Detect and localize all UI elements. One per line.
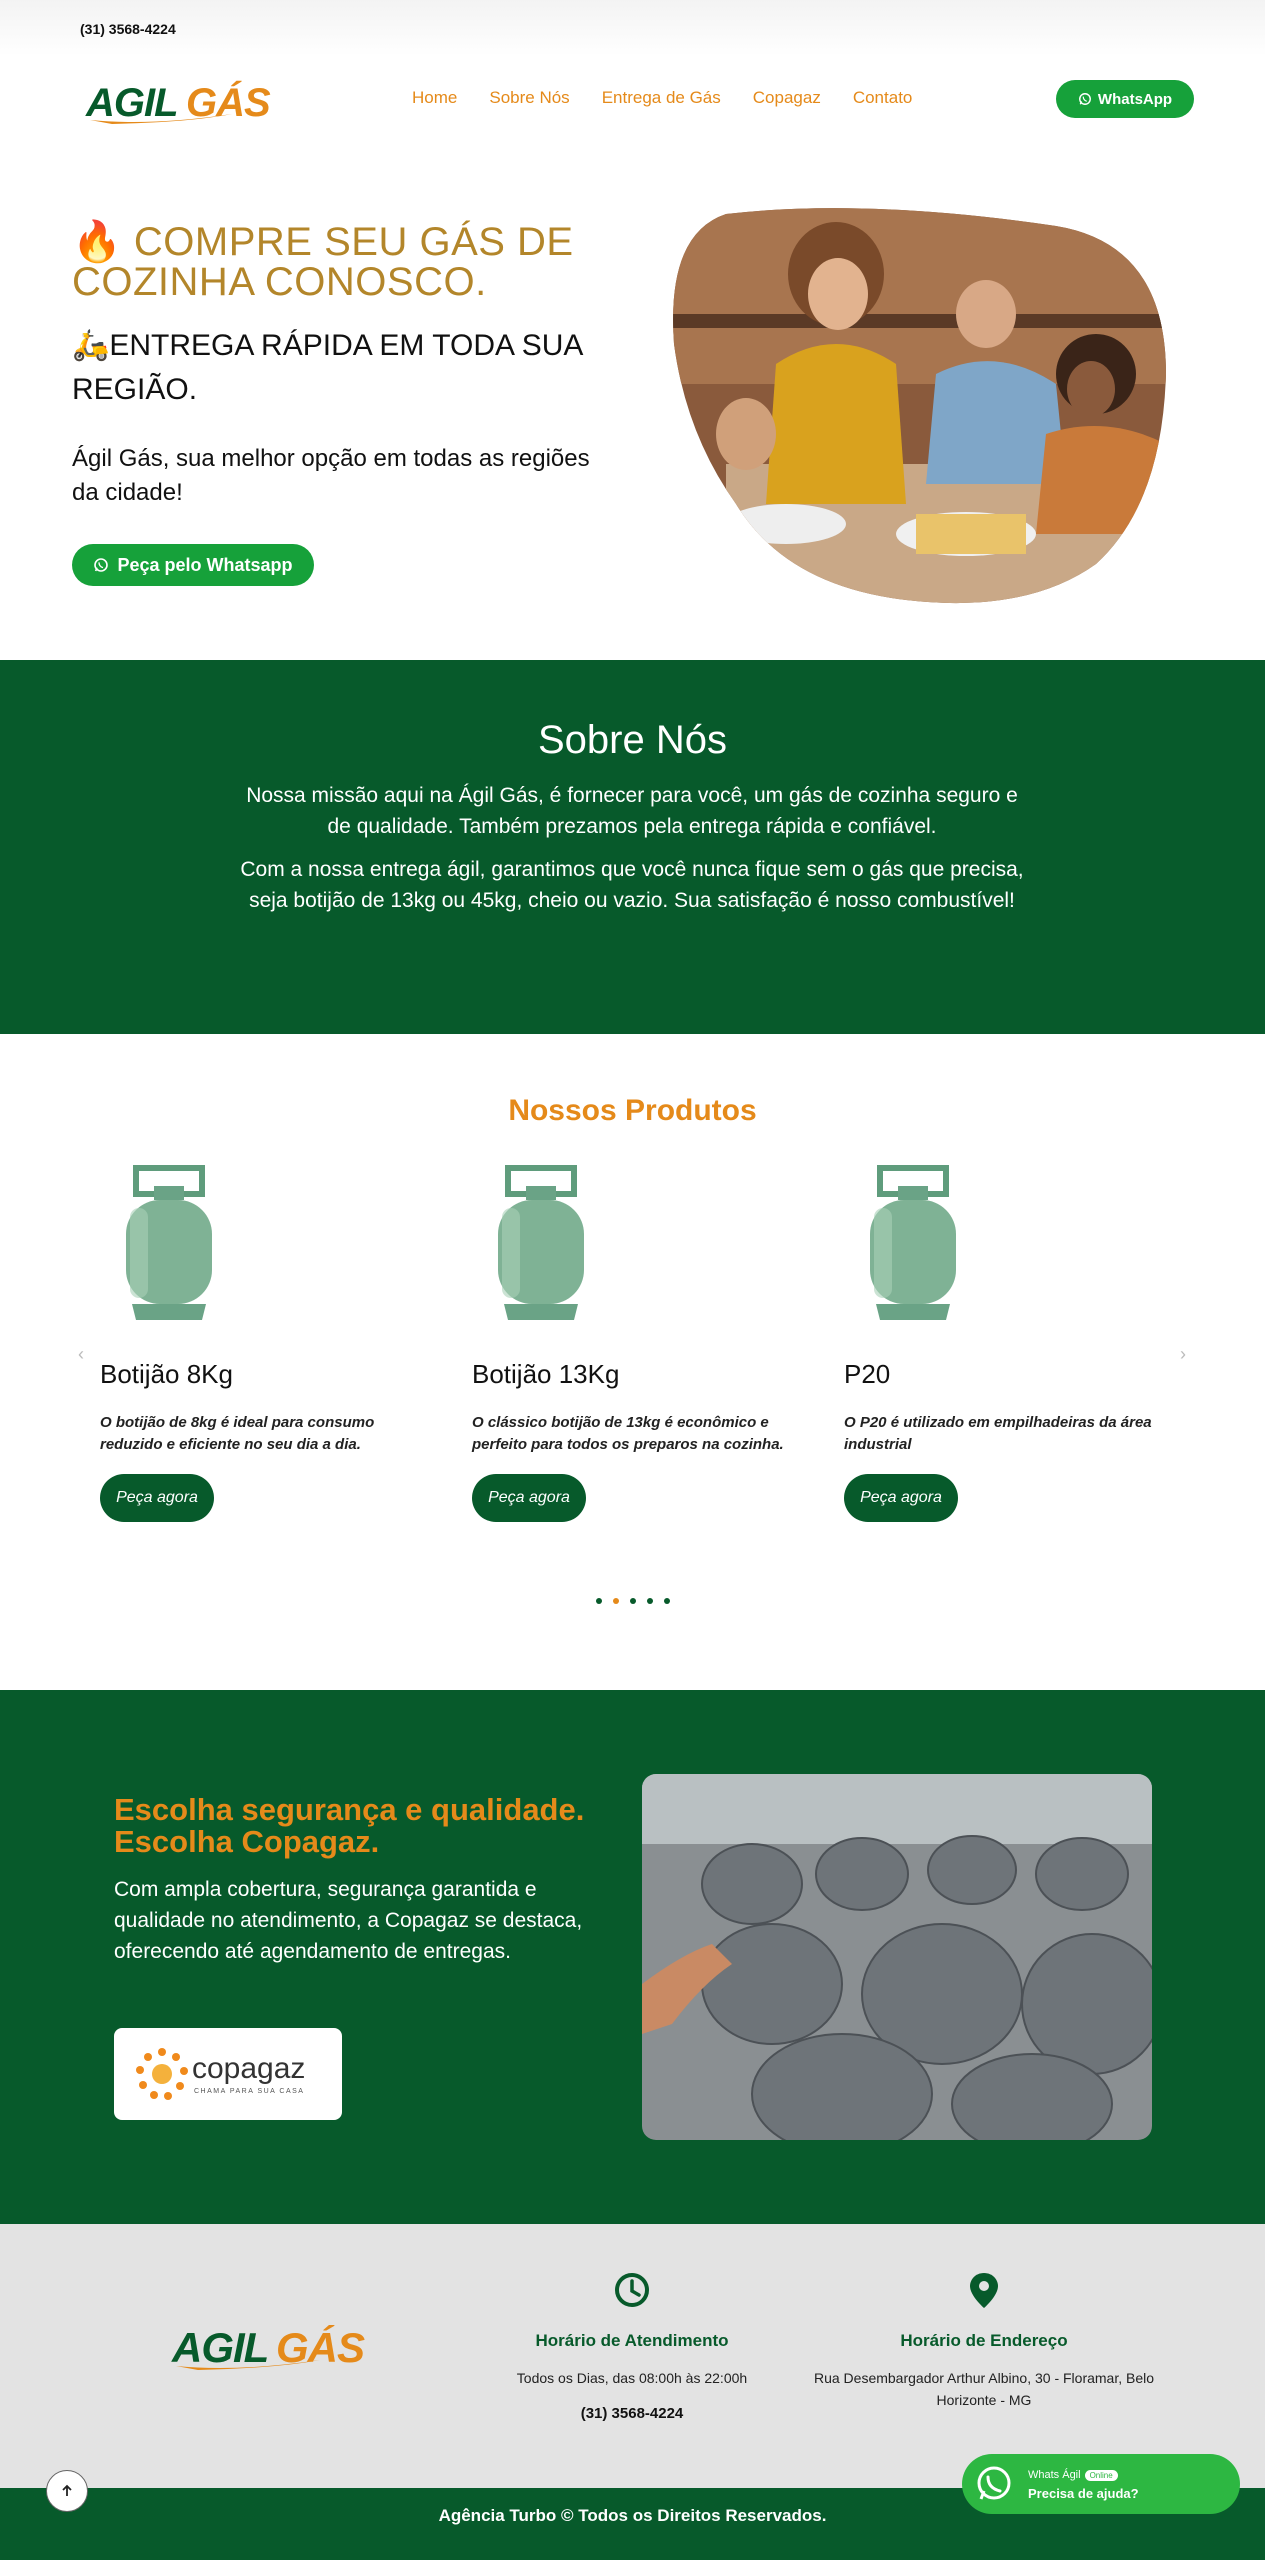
svg-text:AGIL: AGIL	[172, 2324, 269, 2371]
product-card	[844, 1164, 1194, 1522]
nav-sobre-nos[interactable]: Sobre Nós	[489, 88, 570, 107]
online-badge: Online	[1085, 2470, 1118, 2481]
arrow-up-icon	[60, 2484, 74, 2498]
whatsapp-icon	[93, 557, 109, 573]
product-description: O P20 é utilizado em empilhadeiras da área industrial	[844, 1414, 1152, 1453]
product-description: O botijão de 8kg é ideal para consumo reduzido e eficiente no seu dia a dia.	[100, 1414, 375, 1453]
footer-logo[interactable]	[168, 2318, 394, 2378]
product-card	[472, 1164, 822, 1522]
hero-subtitle: 🛵ENTREGA RÁPIDA EM TODA SUA REGIÃO.	[72, 329, 582, 406]
carousel-dots	[596, 1598, 670, 1604]
chat-agent-name	[1028, 2469, 1118, 2481]
nav-entrega-de-gas[interactable]: Entrega de Gás	[601, 88, 721, 107]
product-card	[100, 1164, 450, 1522]
header-whatsapp-button[interactable]	[1056, 80, 1194, 118]
hero-family-photo	[666, 204, 1168, 606]
product-order-button[interactable]: Peça agora	[844, 1474, 958, 1522]
whatsapp-icon	[974, 2464, 1014, 2504]
product-order-button[interactable]: Peça agora	[472, 1474, 586, 1522]
copagaz-text: Com ampla cobertura, segurança garantida e qualidade no atendimento, a Copagaz se destaca, oferecendo até agendamento de entregas.	[114, 1878, 583, 1963]
product-description: O clássico botijão de 13kg é econômico e perfeito para todos os preparos na cozinha.	[472, 1414, 784, 1453]
footer-horario-title: Horário de Atendimento	[535, 2331, 729, 2350]
footer-logo-graphic	[168, 2318, 394, 2378]
carousel-dot[interactable]	[630, 1598, 636, 1604]
product-order-button[interactable]: Peça agora	[100, 1474, 214, 1522]
hero-whatsapp-button[interactable]	[72, 544, 314, 586]
clock-icon	[612, 2270, 652, 2310]
hero-description: Ágil Gás, sua melhor opção em todas as regiões da cidade!	[72, 445, 590, 506]
copagaz-logo	[114, 2028, 342, 2120]
copagaz-logo-tagline: CHAMA PARA SUA CASA	[194, 2088, 305, 2095]
header-whatsapp-label: WhatsApp	[1097, 90, 1173, 108]
footer-endereco-title: Horário de Endereço	[900, 2331, 1068, 2350]
whatsapp-icon	[1078, 92, 1092, 106]
hero-title: 🔥 COMPRE SEU GÁS DE COZINHA CONOSCO.	[72, 220, 574, 304]
gas-cylinder-image	[114, 1164, 224, 1324]
produtos-title: Nossos Produtos	[508, 1094, 757, 1127]
carousel-dot[interactable]	[664, 1598, 670, 1604]
nav-copagaz[interactable]: Copagaz	[752, 88, 821, 107]
logo-graphic	[82, 74, 302, 132]
sobre-section	[0, 660, 1265, 1034]
gas-cylinder-image	[486, 1164, 596, 1324]
sobre-paragraph-1: Nossa missão aqui na Ágil Gás, é fornecer para você, um gás de cozinha seguro e de qualidade. Também prezamos pela entrega rápida e confiável.	[246, 784, 1018, 838]
svg-text:GÁS: GÁS	[186, 81, 270, 125]
sobre-paragraph-2: Com a nossa entrega ágil, garantimos que você nunca fique sem o gás que precisa, seja botijão de 13kg ou 45kg, cheio ou vazio. Sua satisfação é nosso combustível!	[240, 858, 1024, 912]
footer-endereco-text: Rua Desembargador Arthur Albino, 30 - Floramar, Belo Horizonte - MG	[813, 2370, 1155, 2408]
whatsapp-chat-widget[interactable]	[962, 2454, 1240, 2514]
carousel-dot[interactable]	[613, 1598, 619, 1604]
product-name: Botijão 8Kg	[100, 1359, 233, 1389]
carousel-prev-arrow[interactable]: ‹	[78, 1344, 84, 1364]
nav-contato[interactable]: Contato	[852, 88, 913, 107]
chat-help-text: Precisa de ajuda?	[1028, 2486, 1139, 2501]
site-logo[interactable]	[82, 74, 302, 132]
carousel-next-arrow[interactable]: ›	[1180, 1344, 1186, 1364]
copagaz-title: Escolha segurança e qualidade. Escolha Copagaz.	[114, 1792, 585, 1859]
nav-home[interactable]: Home	[412, 88, 458, 107]
location-pin-icon	[964, 2270, 1004, 2310]
main-nav	[412, 88, 912, 108]
product-name: Botijão 13Kg	[472, 1359, 620, 1389]
hero-section	[0, 166, 1265, 660]
copagaz-section	[0, 1690, 1265, 2224]
svg-text:GÁS: GÁS	[276, 2324, 365, 2371]
hero-cta-label: Peça pelo Whatsapp	[117, 554, 293, 575]
back-to-top-button[interactable]	[46, 2470, 88, 2512]
site-footer	[0, 2224, 1265, 2488]
top-bar	[0, 0, 1265, 56]
topbar-phone[interactable]: (31) 3568-4224	[80, 21, 176, 37]
product-name: P20	[844, 1359, 891, 1389]
footer-endereco-column	[804, 2270, 1164, 2411]
footer-horario-column	[452, 2270, 812, 2422]
carousel-dot[interactable]	[596, 1598, 602, 1604]
footer-phone[interactable]: (31) 3568-4224	[580, 2405, 684, 2422]
copagaz-cylinders-photo	[642, 1774, 1152, 2140]
gas-cylinder-image	[858, 1164, 968, 1324]
footer-horario-text: Todos os Dias, das 08:00h às 22:00h	[516, 2370, 748, 2386]
svg-text:AGIL: AGIL	[86, 81, 178, 125]
copagaz-logo-brand: copagaz	[192, 2052, 306, 2085]
copagaz-flame-icon	[134, 2046, 190, 2102]
carousel-dot[interactable]	[647, 1598, 653, 1604]
sobre-title: Sobre Nós	[538, 718, 727, 762]
copyright-bar: Agência Turbo © Todos os Direitos Reservados.	[0, 2488, 1265, 2560]
produtos-section	[0, 1034, 1265, 1690]
chat-name-text: Whats Ágil	[1028, 2469, 1081, 2481]
site-header	[0, 56, 1265, 166]
